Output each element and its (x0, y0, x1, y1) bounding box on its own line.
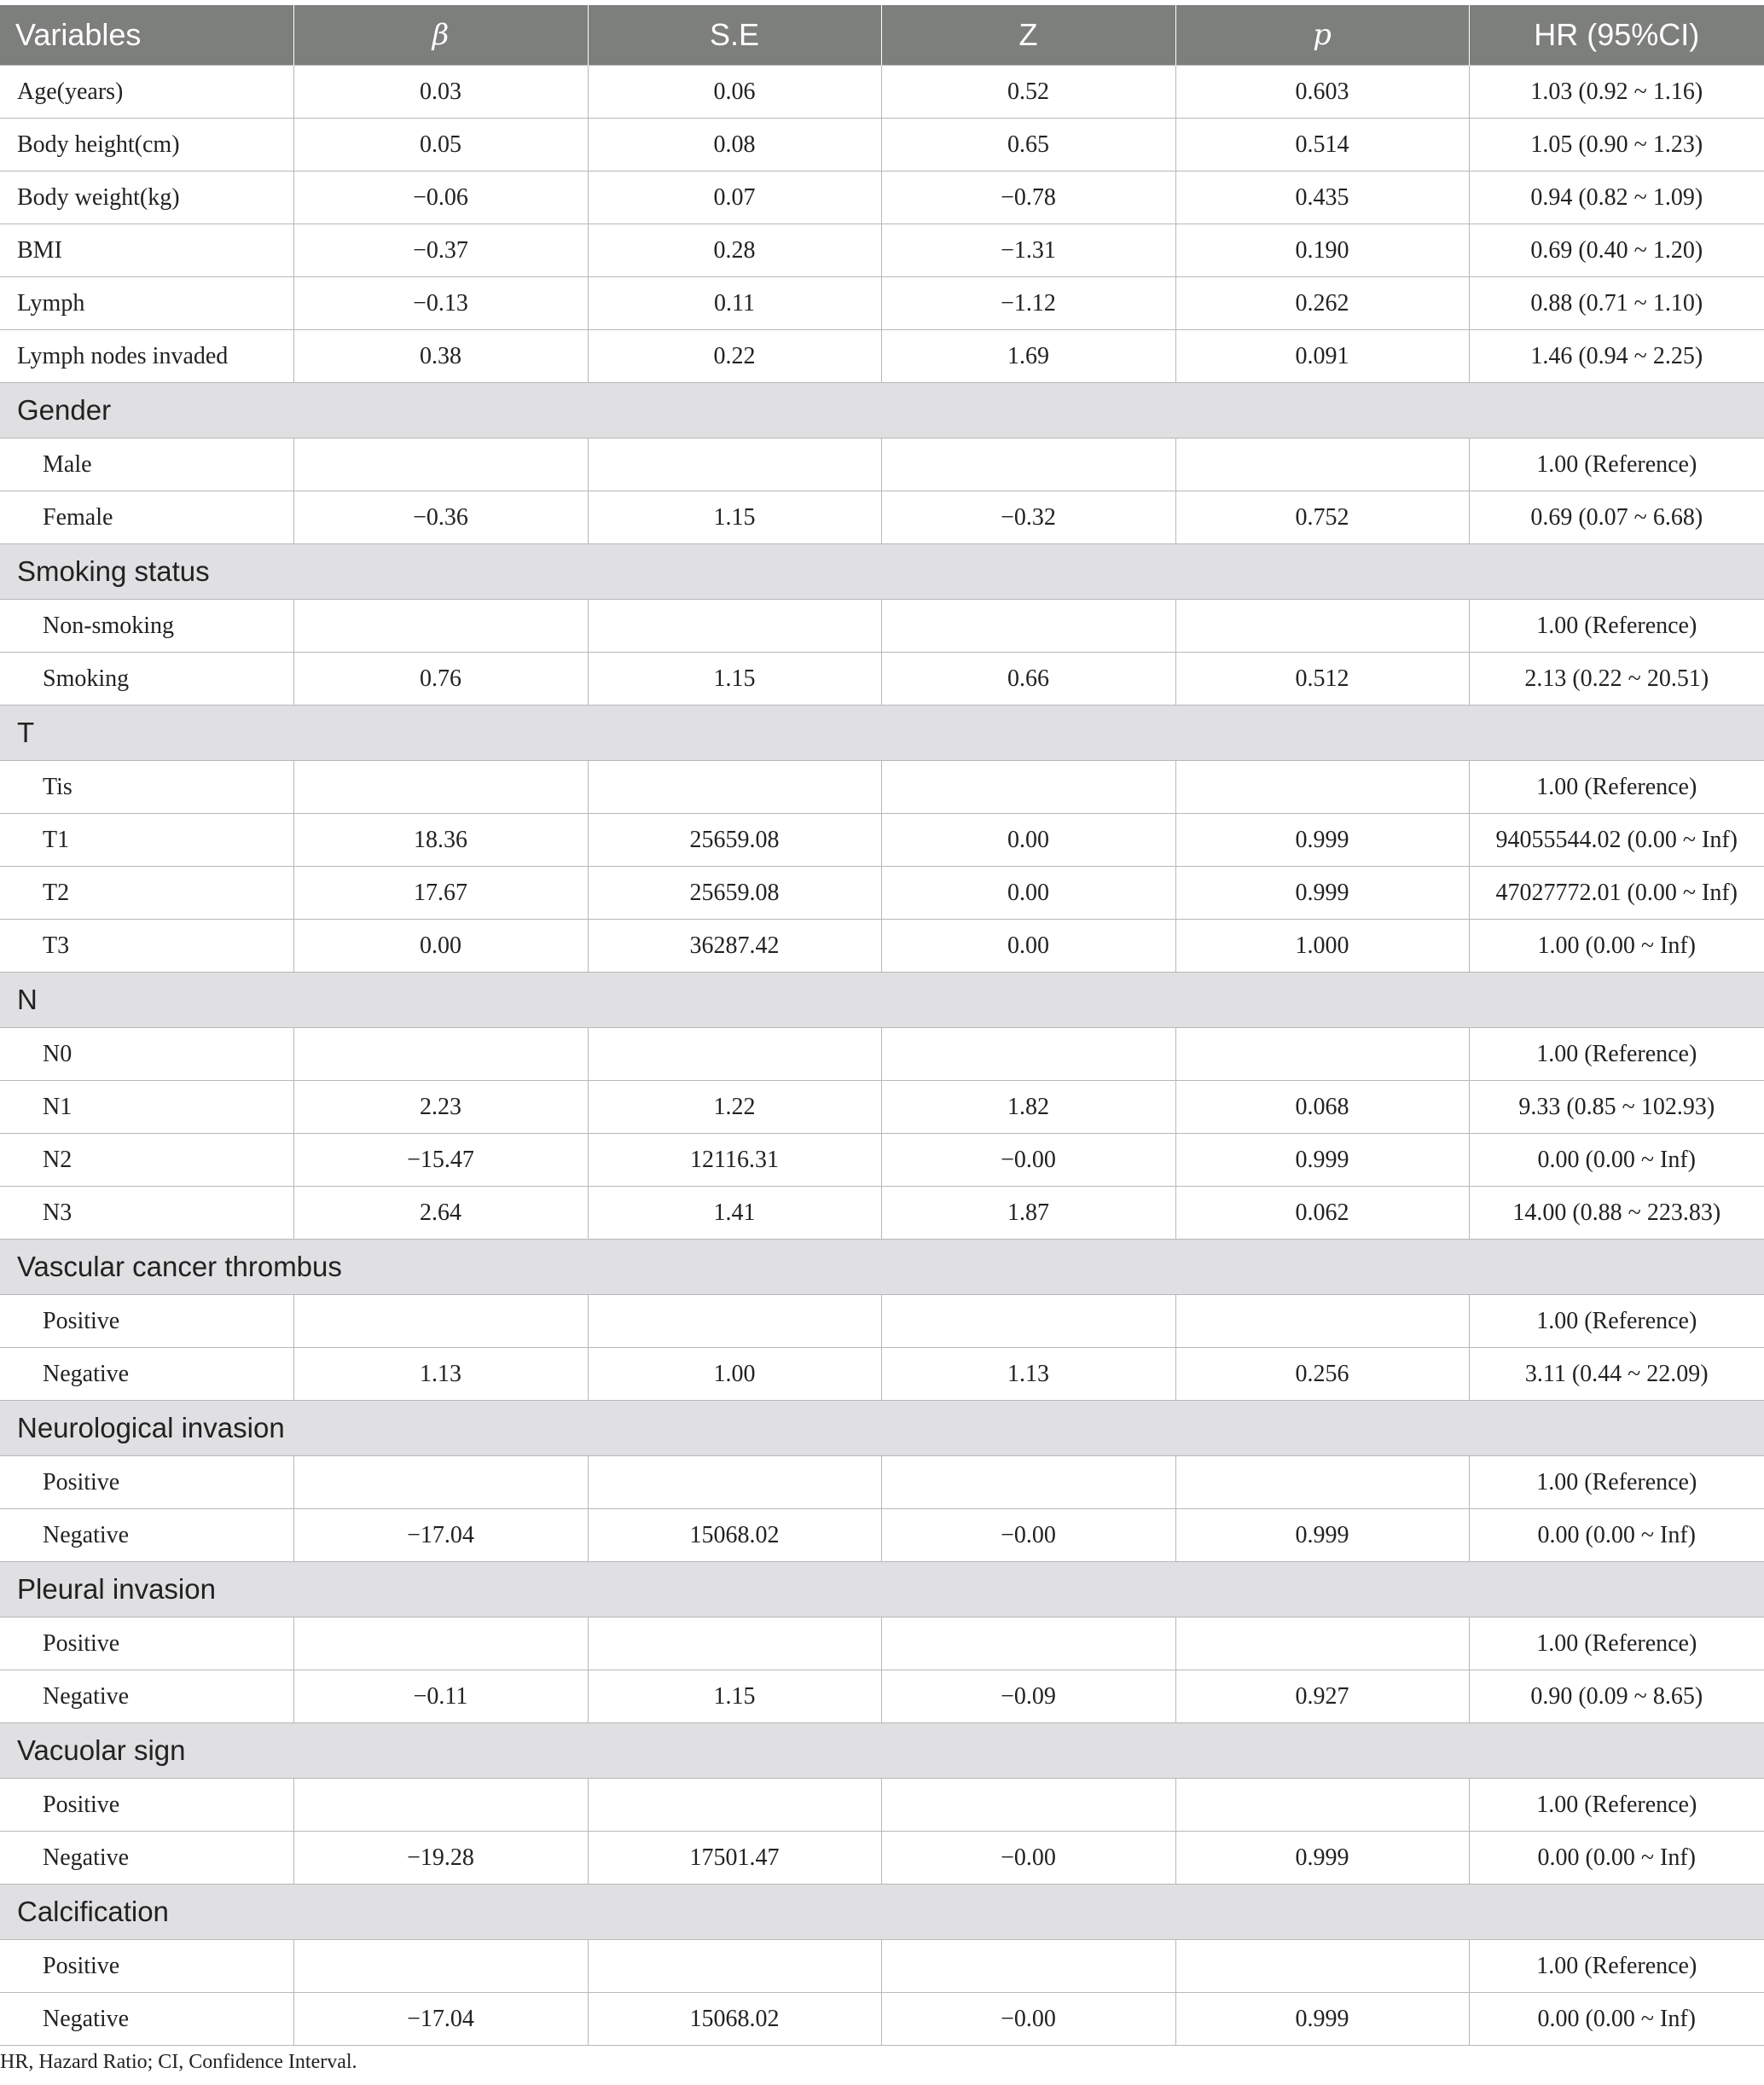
row-label: Female (0, 491, 293, 544)
header-p: p (1175, 5, 1469, 66)
cell-z (881, 1456, 1175, 1509)
table-row (0, 1832, 1764, 1885)
section-title: Vascular cancer thrombus (0, 1240, 1764, 1295)
table-row (0, 1940, 1764, 1993)
cell-hr: 0.69 (0.07 ~ 6.68) (1469, 491, 1764, 544)
cell-p (1175, 1456, 1469, 1509)
cell-hr: 47027772.01 (0.00 ~ Inf) (1469, 867, 1764, 920)
table-row (0, 491, 1764, 544)
cell-z (881, 600, 1175, 653)
cell-p: 0.256 (1175, 1348, 1469, 1401)
cell-p: 1.000 (1175, 920, 1469, 973)
table-row (0, 1779, 1764, 1832)
cell-se: 25659.08 (588, 814, 881, 867)
row-label: Body weight(kg) (0, 171, 293, 224)
cell-hr: 1.00 (Reference) (1469, 1779, 1764, 1832)
cell-beta: −0.11 (293, 1670, 588, 1723)
cox-regression-table (0, 5, 1764, 2046)
cell-beta: 0.05 (293, 119, 588, 171)
table-body (0, 66, 1764, 2046)
cell-p: 0.999 (1175, 1832, 1469, 1885)
cell-z (881, 1940, 1175, 1993)
cell-z: −0.00 (881, 1832, 1175, 1885)
section-header-row (0, 1401, 1764, 1456)
cell-p (1175, 1295, 1469, 1348)
cell-hr: 3.11 (0.44 ~ 22.09) (1469, 1348, 1764, 1401)
row-label: Negative (0, 1509, 293, 1562)
table-row (0, 1348, 1764, 1401)
results-table-container (0, 5, 1764, 2046)
cell-hr: 0.88 (0.71 ~ 1.10) (1469, 277, 1764, 330)
table-row (0, 224, 1764, 277)
cell-p: 0.435 (1175, 171, 1469, 224)
row-label: Negative (0, 1993, 293, 2046)
cell-hr: 14.00 (0.88 ~ 223.83) (1469, 1187, 1764, 1240)
cell-beta: 2.64 (293, 1187, 588, 1240)
cell-hr: 94055544.02 (0.00 ~ Inf) (1469, 814, 1764, 867)
cell-z: −0.09 (881, 1670, 1175, 1723)
cell-hr: 0.00 (0.00 ~ Inf) (1469, 1134, 1764, 1187)
table-footnote: HR, Hazard Ratio; CI, Confidence Interval. (0, 2051, 357, 2073)
cell-hr: 1.00 (Reference) (1469, 761, 1764, 814)
cell-z: 0.65 (881, 119, 1175, 171)
cell-z (881, 761, 1175, 814)
row-label: Lymph (0, 277, 293, 330)
cell-beta: 2.23 (293, 1081, 588, 1134)
row-label: Tis (0, 761, 293, 814)
cell-beta: 0.38 (293, 330, 588, 383)
cell-hr: 1.00 (Reference) (1469, 438, 1764, 491)
cell-beta: −17.04 (293, 1509, 588, 1562)
cell-p (1175, 761, 1469, 814)
cell-z: −1.12 (881, 277, 1175, 330)
section-title: Gender (0, 383, 1764, 438)
row-label: T2 (0, 867, 293, 920)
cell-beta: 18.36 (293, 814, 588, 867)
cell-p (1175, 438, 1469, 491)
row-label: T3 (0, 920, 293, 973)
cell-p (1175, 1779, 1469, 1832)
table-row (0, 920, 1764, 973)
cell-hr: 1.00 (0.00 ~ Inf) (1469, 920, 1764, 973)
cell-hr: 1.00 (Reference) (1469, 600, 1764, 653)
cell-z (881, 1779, 1175, 1832)
cell-beta (293, 761, 588, 814)
cell-beta (293, 600, 588, 653)
cell-hr: 1.00 (Reference) (1469, 1295, 1764, 1348)
cell-se: 25659.08 (588, 867, 881, 920)
table-row (0, 1456, 1764, 1509)
row-label: N0 (0, 1028, 293, 1081)
table-row (0, 653, 1764, 706)
cell-se: 17501.47 (588, 1832, 881, 1885)
cell-hr: 0.94 (0.82 ~ 1.09) (1469, 171, 1764, 224)
cell-se (588, 1456, 881, 1509)
cell-beta: −0.13 (293, 277, 588, 330)
cell-se: 1.22 (588, 1081, 881, 1134)
cell-se (588, 1617, 881, 1670)
cell-beta: 0.03 (293, 66, 588, 119)
row-label: N2 (0, 1134, 293, 1187)
cell-se: 1.41 (588, 1187, 881, 1240)
cell-se: 0.22 (588, 330, 881, 383)
cell-z: 0.00 (881, 920, 1175, 973)
row-label: Body height(cm) (0, 119, 293, 171)
row-label: Positive (0, 1940, 293, 1993)
cell-beta (293, 438, 588, 491)
cell-z: 0.52 (881, 66, 1175, 119)
row-label: Lymph nodes invaded (0, 330, 293, 383)
cell-z: 0.00 (881, 814, 1175, 867)
cell-se: 1.00 (588, 1348, 881, 1401)
section-title: Pleural invasion (0, 1562, 1764, 1617)
cell-beta: 17.67 (293, 867, 588, 920)
cell-beta: −19.28 (293, 1832, 588, 1885)
cell-beta: −0.36 (293, 491, 588, 544)
section-title: Calcification (0, 1885, 1764, 1940)
cell-se (588, 1940, 881, 1993)
cell-p: 0.262 (1175, 277, 1469, 330)
cell-se: 15068.02 (588, 1993, 881, 2046)
cell-p: 0.514 (1175, 119, 1469, 171)
cell-se: 0.28 (588, 224, 881, 277)
cell-p (1175, 1617, 1469, 1670)
cell-beta: 0.00 (293, 920, 588, 973)
cell-z: −0.00 (881, 1509, 1175, 1562)
section-header-row (0, 544, 1764, 600)
cell-hr: 1.46 (0.94 ~ 2.25) (1469, 330, 1764, 383)
cell-p: 0.068 (1175, 1081, 1469, 1134)
cell-hr: 1.00 (Reference) (1469, 1456, 1764, 1509)
cell-se: 0.11 (588, 277, 881, 330)
cell-se (588, 600, 881, 653)
row-label: Positive (0, 1779, 293, 1832)
row-label: N3 (0, 1187, 293, 1240)
cell-hr: 1.00 (Reference) (1469, 1940, 1764, 1993)
cell-beta (293, 1456, 588, 1509)
row-label: Positive (0, 1456, 293, 1509)
cell-se: 15068.02 (588, 1509, 881, 1562)
row-label: Male (0, 438, 293, 491)
cell-beta (293, 1779, 588, 1832)
cell-z: 0.66 (881, 653, 1175, 706)
cell-beta (293, 1295, 588, 1348)
cell-beta (293, 1940, 588, 1993)
row-label: Non-smoking (0, 600, 293, 653)
section-title: N (0, 973, 1764, 1028)
row-label: Smoking (0, 653, 293, 706)
row-label: Negative (0, 1832, 293, 1885)
table-row (0, 66, 1764, 119)
row-label: Positive (0, 1617, 293, 1670)
table-row (0, 438, 1764, 491)
cell-se: 1.15 (588, 491, 881, 544)
cell-z: 1.13 (881, 1348, 1175, 1401)
cell-p: 0.999 (1175, 1134, 1469, 1187)
row-label: Positive (0, 1295, 293, 1348)
row-label: BMI (0, 224, 293, 277)
header-se: S.E (588, 5, 881, 66)
section-header-row (0, 1723, 1764, 1779)
row-label: Age(years) (0, 66, 293, 119)
table-row (0, 1617, 1764, 1670)
row-label: N1 (0, 1081, 293, 1134)
cell-z: −1.31 (881, 224, 1175, 277)
table-header (0, 5, 1764, 66)
cell-hr: 1.03 (0.92 ~ 1.16) (1469, 66, 1764, 119)
section-header-row (0, 1562, 1764, 1617)
cell-se (588, 1028, 881, 1081)
cell-hr: 0.00 (0.00 ~ Inf) (1469, 1993, 1764, 2046)
section-title: Smoking status (0, 544, 1764, 600)
cell-z (881, 438, 1175, 491)
cell-beta: −15.47 (293, 1134, 588, 1187)
cell-p: 0.999 (1175, 814, 1469, 867)
cell-se (588, 438, 881, 491)
cell-hr: 2.13 (0.22 ~ 20.51) (1469, 653, 1764, 706)
cell-p (1175, 1940, 1469, 1993)
table-row (0, 119, 1764, 171)
cell-beta: −0.06 (293, 171, 588, 224)
table-row (0, 330, 1764, 383)
cell-beta (293, 1617, 588, 1670)
section-header-row (0, 1885, 1764, 1940)
cell-se: 1.15 (588, 1670, 881, 1723)
table-row (0, 171, 1764, 224)
cell-z: −0.32 (881, 491, 1175, 544)
table-row (0, 600, 1764, 653)
cell-p: 0.091 (1175, 330, 1469, 383)
cell-hr: 0.00 (0.00 ~ Inf) (1469, 1832, 1764, 1885)
table-row (0, 1295, 1764, 1348)
row-label: T1 (0, 814, 293, 867)
cell-se: 36287.42 (588, 920, 881, 973)
section-title: Neurological invasion (0, 1401, 1764, 1456)
cell-p: 0.062 (1175, 1187, 1469, 1240)
header-variables: Variables (0, 5, 293, 66)
cell-hr: 0.90 (0.09 ~ 8.65) (1469, 1670, 1764, 1723)
cell-se: 12116.31 (588, 1134, 881, 1187)
section-header-row (0, 383, 1764, 438)
table-row (0, 814, 1764, 867)
cell-z: −0.00 (881, 1993, 1175, 2046)
header-row (0, 5, 1764, 66)
row-label: Negative (0, 1348, 293, 1401)
table-row (0, 1081, 1764, 1134)
cell-se (588, 1779, 881, 1832)
table-row (0, 761, 1764, 814)
cell-se: 0.07 (588, 171, 881, 224)
cell-p: 0.999 (1175, 1509, 1469, 1562)
table-row (0, 1028, 1764, 1081)
cell-p (1175, 1028, 1469, 1081)
cell-hr: 1.05 (0.90 ~ 1.23) (1469, 119, 1764, 171)
table-row (0, 867, 1764, 920)
header-z: Z (881, 5, 1175, 66)
cell-hr: 9.33 (0.85 ~ 102.93) (1469, 1081, 1764, 1134)
section-header-row (0, 973, 1764, 1028)
cell-se: 1.15 (588, 653, 881, 706)
table-row (0, 1670, 1764, 1723)
cell-p: 0.752 (1175, 491, 1469, 544)
section-header-row (0, 1240, 1764, 1295)
cell-z (881, 1617, 1175, 1670)
cell-p: 0.999 (1175, 867, 1469, 920)
cell-p: 0.999 (1175, 1993, 1469, 2046)
header-beta: β (293, 5, 588, 66)
cell-p: 0.927 (1175, 1670, 1469, 1723)
cell-hr: 0.00 (0.00 ~ Inf) (1469, 1509, 1764, 1562)
cell-z: −0.00 (881, 1134, 1175, 1187)
cell-z (881, 1028, 1175, 1081)
table-row (0, 1993, 1764, 2046)
cell-z: 1.82 (881, 1081, 1175, 1134)
cell-hr: 1.00 (Reference) (1469, 1617, 1764, 1670)
cell-p: 0.512 (1175, 653, 1469, 706)
table-row (0, 1509, 1764, 1562)
cell-hr: 0.69 (0.40 ~ 1.20) (1469, 224, 1764, 277)
cell-se: 0.06 (588, 66, 881, 119)
cell-z: −0.78 (881, 171, 1175, 224)
cell-z: 0.00 (881, 867, 1175, 920)
cell-z (881, 1295, 1175, 1348)
cell-se (588, 761, 881, 814)
cell-p (1175, 600, 1469, 653)
cell-beta: −17.04 (293, 1993, 588, 2046)
header-hr: HR (95%CI) (1469, 5, 1764, 66)
cell-z: 1.69 (881, 330, 1175, 383)
table-row (0, 277, 1764, 330)
section-title: Vacuolar sign (0, 1723, 1764, 1779)
row-label: Negative (0, 1670, 293, 1723)
cell-beta: −0.37 (293, 224, 588, 277)
cell-se: 0.08 (588, 119, 881, 171)
table-row (0, 1187, 1764, 1240)
cell-beta: 0.76 (293, 653, 588, 706)
cell-p: 0.603 (1175, 66, 1469, 119)
cell-z: 1.87 (881, 1187, 1175, 1240)
section-title: T (0, 706, 1764, 761)
section-header-row (0, 706, 1764, 761)
cell-p: 0.190 (1175, 224, 1469, 277)
cell-beta: 1.13 (293, 1348, 588, 1401)
cell-se (588, 1295, 881, 1348)
table-row (0, 1134, 1764, 1187)
cell-beta (293, 1028, 588, 1081)
cell-hr: 1.00 (Reference) (1469, 1028, 1764, 1081)
